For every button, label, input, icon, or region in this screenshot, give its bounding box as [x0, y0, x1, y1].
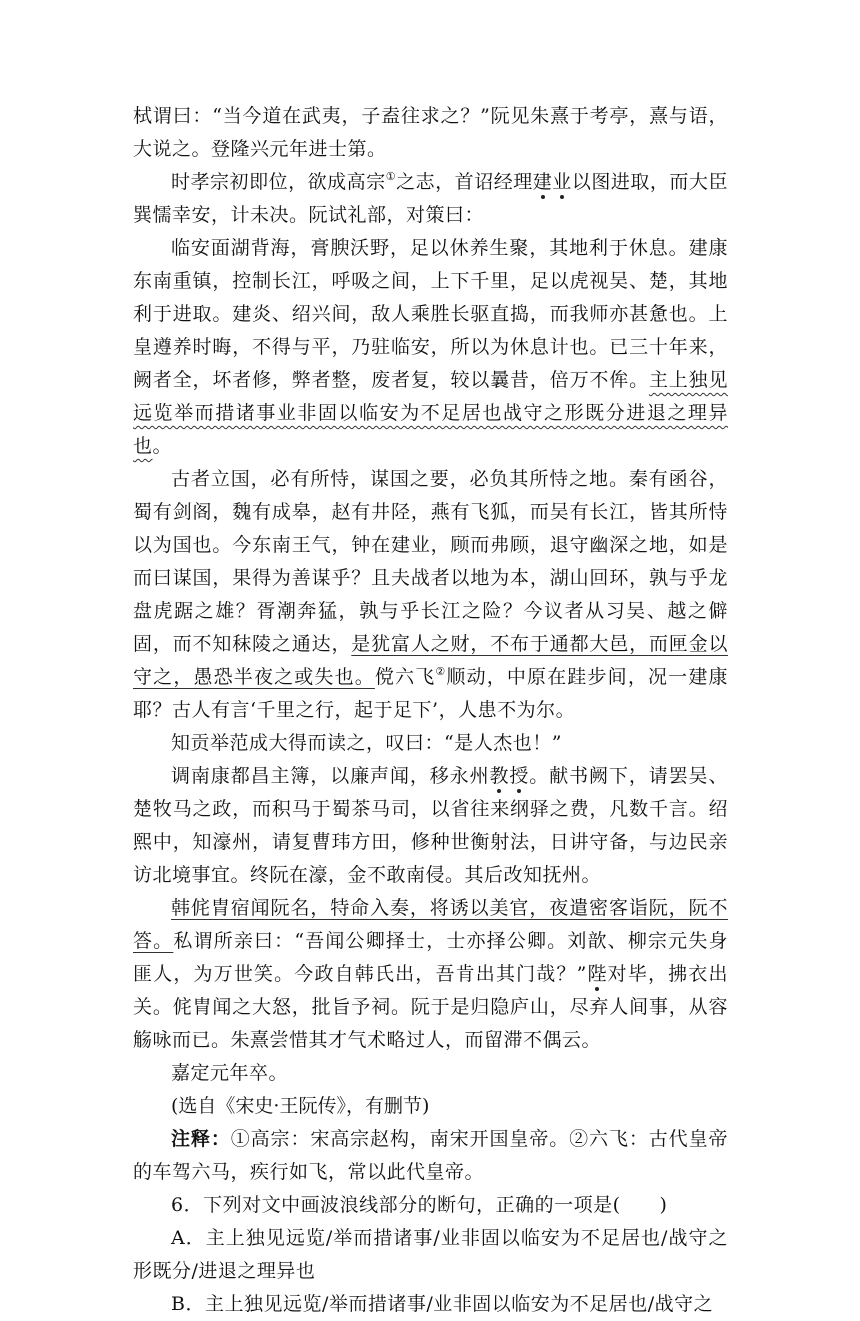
p7-text-b: 对毕，拂衣出关。侂胄闻之大怒，批旨予祠。阮于是归隐庐山，尽弃人间事，从容觞咏而已。朱熹尝惜其才气术略过人，而留滞不偶云。	[133, 963, 728, 1051]
footnote-marker-2: ②	[435, 665, 447, 678]
p7-text-a: 私谓所亲曰：“吾闻公卿择士，士亦择公卿。刘歆、柳宗元失身匪人，为万世笑。今政自韩氏出，吾肯出其门哉？”	[133, 930, 728, 985]
p2-text-b: 之志，首诏经理	[396, 171, 533, 193]
footnote-marker-1: ①	[385, 170, 397, 183]
p3-text-a: 临安面湖背海，膏腴沃野，足以休养生聚，其地利于休息。建康东南重镇，控制长江，呼吸之间，上下千里，足以虎视吴、楚，其地利于进取。建炎、绍兴间，敌人乘胜长驱直捣，而我师亦甚惫也。上皇遵养时晦，不得与平，乃驻临安，所以为休息计也。已三十年来，阙者全，坏者修，弊者整，废者复，较以曩昔，倍万不侔。	[133, 237, 728, 391]
notes	[133, 1123, 728, 1189]
p4-text-c: 顺动，中原在跬步间，况一建康耶？古人有言‘千里之行，起于足下’，人患不为尔。	[133, 666, 728, 721]
emphasis-dot-char: 教	[489, 765, 510, 787]
paragraph-1	[133, 100, 728, 166]
p8-text: 嘉定元年卒。	[171, 1062, 289, 1084]
question-6	[133, 1189, 728, 1222]
paragraph-1-text: 栻谓曰：“当今道在武夷，子盍往求之？”阮见朱熹于考亭，熹与语，大说之。登隆兴元年进士第。	[133, 105, 728, 160]
option-b-text: B．主上独见远览/举而措诸事/业非固以临安为不足居也/战守之	[171, 1293, 714, 1315]
p4-text-b: 傥六飞	[374, 666, 436, 688]
p3-text-end: 。	[152, 435, 173, 457]
option-a	[133, 1222, 728, 1288]
question-6-text: 6．下列对文中画波浪线部分的断句，正确的一项是( )	[171, 1194, 668, 1216]
p2-text-a: 时孝宗初即位，欲成高宗	[171, 171, 386, 193]
wavy-underlined-passage: 主上独见远览举而措诸事业非固以临安为不足居也战守之形既分进退之理异也	[133, 369, 728, 457]
paragraph-4	[133, 463, 728, 727]
option-a-text: A．主上独见远览/举而措诸事/业非固以临安为不足居也/战守之形既分/进退之理异也	[133, 1227, 728, 1282]
p6-text-a: 调南康都昌主簿，以廉声闻，移永州	[171, 765, 490, 787]
underlined-passage-2: 韩侂胄宿闻阮名，特命入奏，将诱以美官，夜遣密客诣阮，阮不答。	[133, 897, 728, 952]
paragraph-5	[133, 727, 728, 760]
notes-text: ①高宗：宋高宗赵构，南宋开国皇帝。②六飞：古代皇帝的车驾六马，疾行如飞，常以此代皇帝。	[133, 1128, 728, 1183]
notes-label: 注释：	[171, 1128, 231, 1150]
paragraph-8	[133, 1057, 728, 1090]
paragraph-3	[133, 232, 728, 463]
emphasis-dot-char: 陛	[586, 963, 608, 985]
emphasis-dot-char: 业	[552, 171, 572, 193]
source-text: (选自《宋史·王阮传》，有删节)	[171, 1095, 430, 1117]
source-citation	[133, 1090, 728, 1123]
p6-text-b: 。献书阙下，请罢吴、楚牧马之政，而积马于蜀茶马司，以省往来纲驿之费，凡数千言。绍熙中，知濠州，请复曹玮方田，修种世衡射法，日讲守备，与边民亲访北境事宜。终阮在濠，金不敢南侵。其后改知抚州。	[133, 765, 728, 886]
p2-text-c: 以图进取，而大臣巽懦幸安，计未决。阮试礼部，对策曰：	[133, 171, 728, 226]
paragraph-2	[133, 166, 728, 232]
emphasis-dot-char: 建	[532, 171, 553, 193]
paragraph-7	[133, 892, 728, 1057]
paragraph-6	[133, 760, 728, 892]
emphasis-dot-char: 授	[509, 765, 530, 787]
underlined-passage-1: 是犹富人之财，不布于通都大邑，而匣金以守之，愚恐半夜之或失也。	[133, 633, 728, 688]
p5-text: 知贡举范成大得而读之，叹曰：“是人杰也！”	[171, 732, 562, 754]
p4-text-a: 古者立国，必有所恃，谋国之要，必负其所恃之地。秦有函谷，蜀有剑阁，魏有成皋，赵有井陉，燕有飞狐，而吴有长江，皆其所恃以为国也。今东南王气，钟在建业，顾而弗顾，退守幽深之地，如是而曰谋国，果得为善谋乎？且夫战者以地为本，湖山回环，孰与乎龙盘虎踞之雄？胥潮奔猛，孰与乎长江之险？今议者从习吴、越之僻固，而不知秣陵之通达，	[133, 468, 728, 655]
document-page	[133, 100, 728, 1321]
option-b	[133, 1288, 728, 1321]
